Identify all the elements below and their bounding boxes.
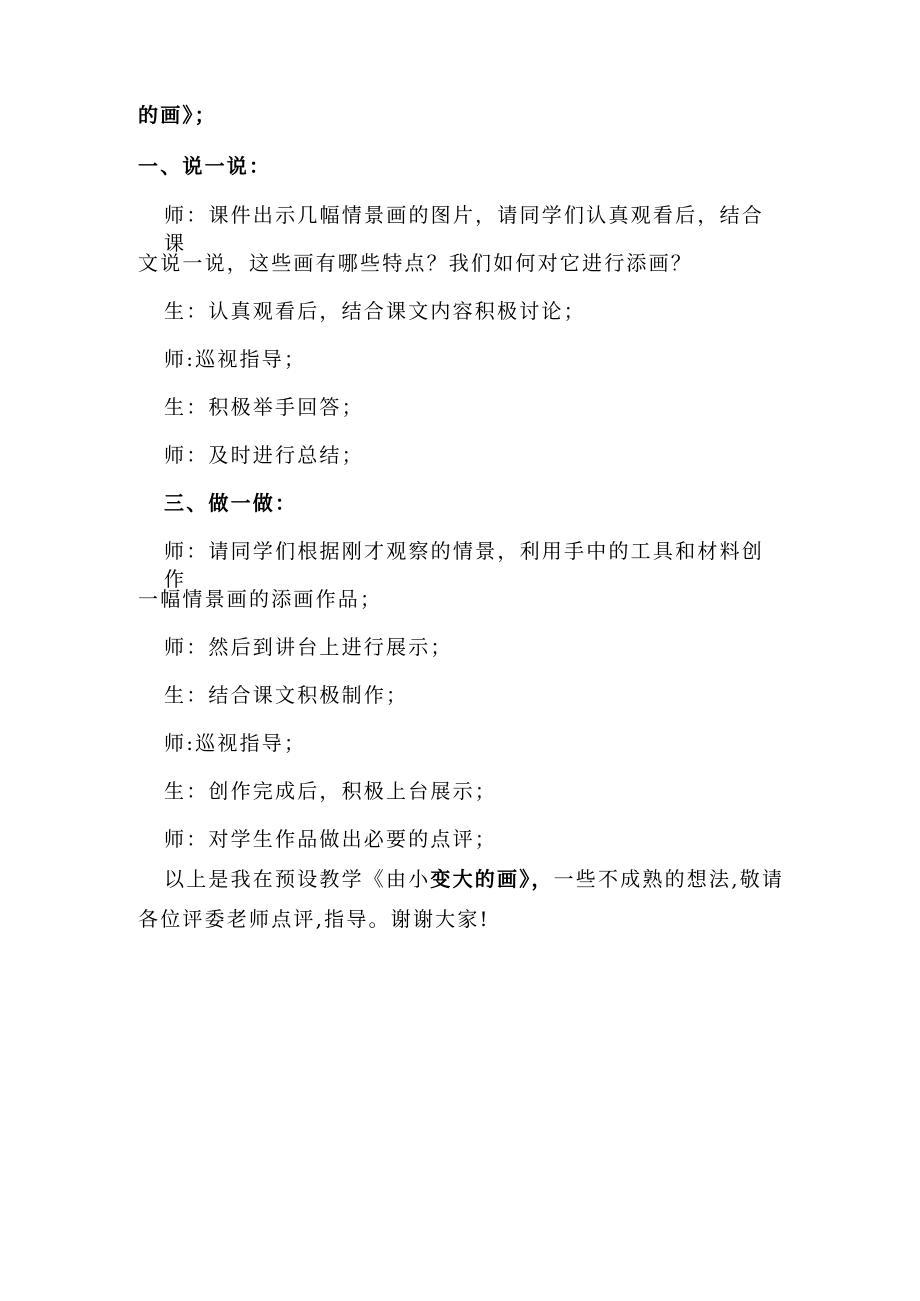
paragraph-line: 师：然后到讲台上进行展示；	[164, 635, 453, 659]
section-heading-speak: 一、说一说：	[138, 154, 272, 178]
section-heading-do: 三、做一做：	[164, 491, 298, 515]
paragraph-line: 生：积极举手回答；	[164, 395, 364, 419]
paragraph-line: 生：创作完成后，积极上台展示；	[164, 779, 497, 803]
heading-continuation: 的画》；	[138, 103, 217, 127]
paragraph-line: 生：认真观看后，结合课文内容积极讨论；	[164, 299, 586, 323]
paragraph-line: 生：结合课文积极制作；	[164, 683, 409, 707]
paragraph-line: 师:巡视指导；	[164, 347, 307, 371]
paragraph-line: 师：及时进行总结；	[164, 443, 364, 467]
paragraph-line: 师：对学生作品做出必要的点评；	[164, 827, 497, 851]
closing-line-2: 各位评委老师点评,指导。谢谢大家!	[138, 907, 490, 931]
paragraph-line: 师:巡视指导；	[164, 731, 307, 755]
closing-prefix: 以上是我在预设教学《由小	[164, 867, 431, 891]
closing-line-1	[164, 865, 784, 893]
paragraph-line: 师：课件出示几幅情景画的图片，请同学们认真观看后，结合课	[164, 203, 764, 255]
paragraph-line: 文说一说，这些画有哪些特点？我们如何对它进行添画？	[138, 251, 693, 275]
closing-suffix: 一些不成熟的想法,敬请	[553, 867, 785, 891]
paragraph-line: 师：请同学们根据刚才观察的情景，利用手中的工具和材料创作	[164, 539, 764, 591]
closing-title: 变大的画》，	[430, 867, 554, 891]
paragraph-line: 一幅情景画的添画作品；	[138, 587, 383, 611]
